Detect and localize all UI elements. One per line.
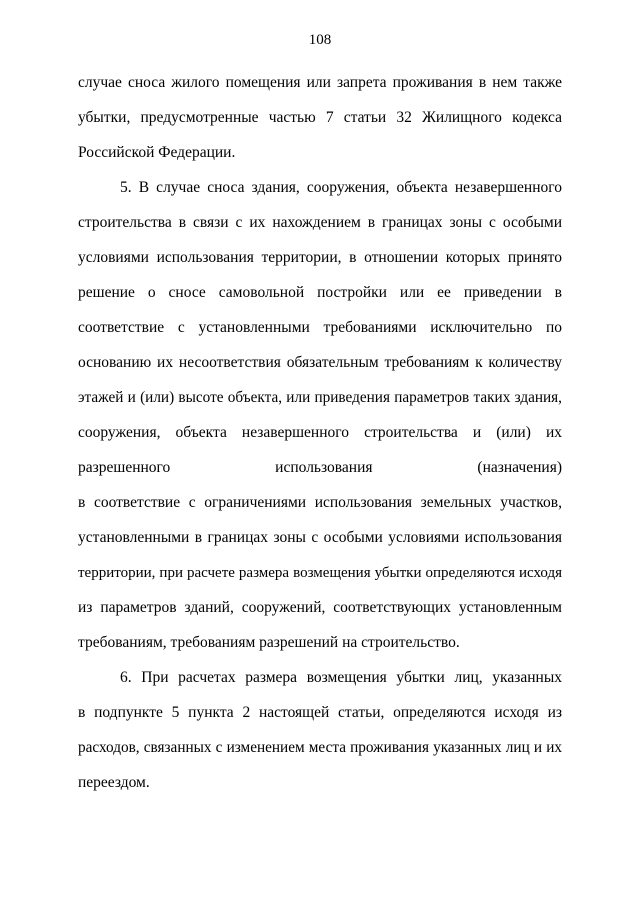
text-line: территории, при расчете размера возмещения убытки определяются исходя [78,565,562,581]
text-line: строительства в связи с их нахождением в границах зоны с особыми [78,214,562,231]
paragraph-5-first-line: 5. В случае сноса здания, сооружения, объекта незавершенного [120,179,562,196]
paragraph-6-first-line: 6. При расчетах размера возмещения убытки лиц, указанных [120,669,562,686]
text-line: установленными в границах зоны с особыми условиями использования [78,529,562,546]
text-line: случае сноса жилого помещения или запрета проживания в нем также [78,74,562,91]
text-line: Российской Федерации. [78,144,236,161]
text-line: основанию их несоответствия обязательным требованиям к количеству [78,354,562,371]
text-line: из параметров зданий, сооружений, соответствующих установленным [78,599,562,616]
text-line: решение о сносе самовольной постройки или ее приведении в [78,284,562,301]
text-line: этажей и (или) высоте объекта, или приведения параметров таких здания, [78,389,562,406]
text-line: условиями использования территории, в отношении которых принято [78,249,562,266]
text-line: соответствие с установленными требованиями исключительно по [78,319,562,336]
text-line: разрешенного использования (назначения) [78,459,562,476]
text-line: в соответствие с ограничениями использования земельных участков, [78,494,562,511]
text-line: сооружения, объекта незавершенного строительства и (или) их [78,424,562,441]
page-number: 108 [308,32,332,48]
text-line: переездом. [78,774,150,791]
text-line: расходов, связанных с изменением места проживания указанных лиц и их [78,739,562,756]
text-line: убытки, предусмотренные частью 7 статьи 32 Жилищного кодекса [78,109,562,126]
text-line: требованиям, требованиям разрешений на строительство. [78,634,460,651]
text-line: в подпункте 5 пункта 2 настоящей статьи, определяются исходя из [78,704,562,721]
